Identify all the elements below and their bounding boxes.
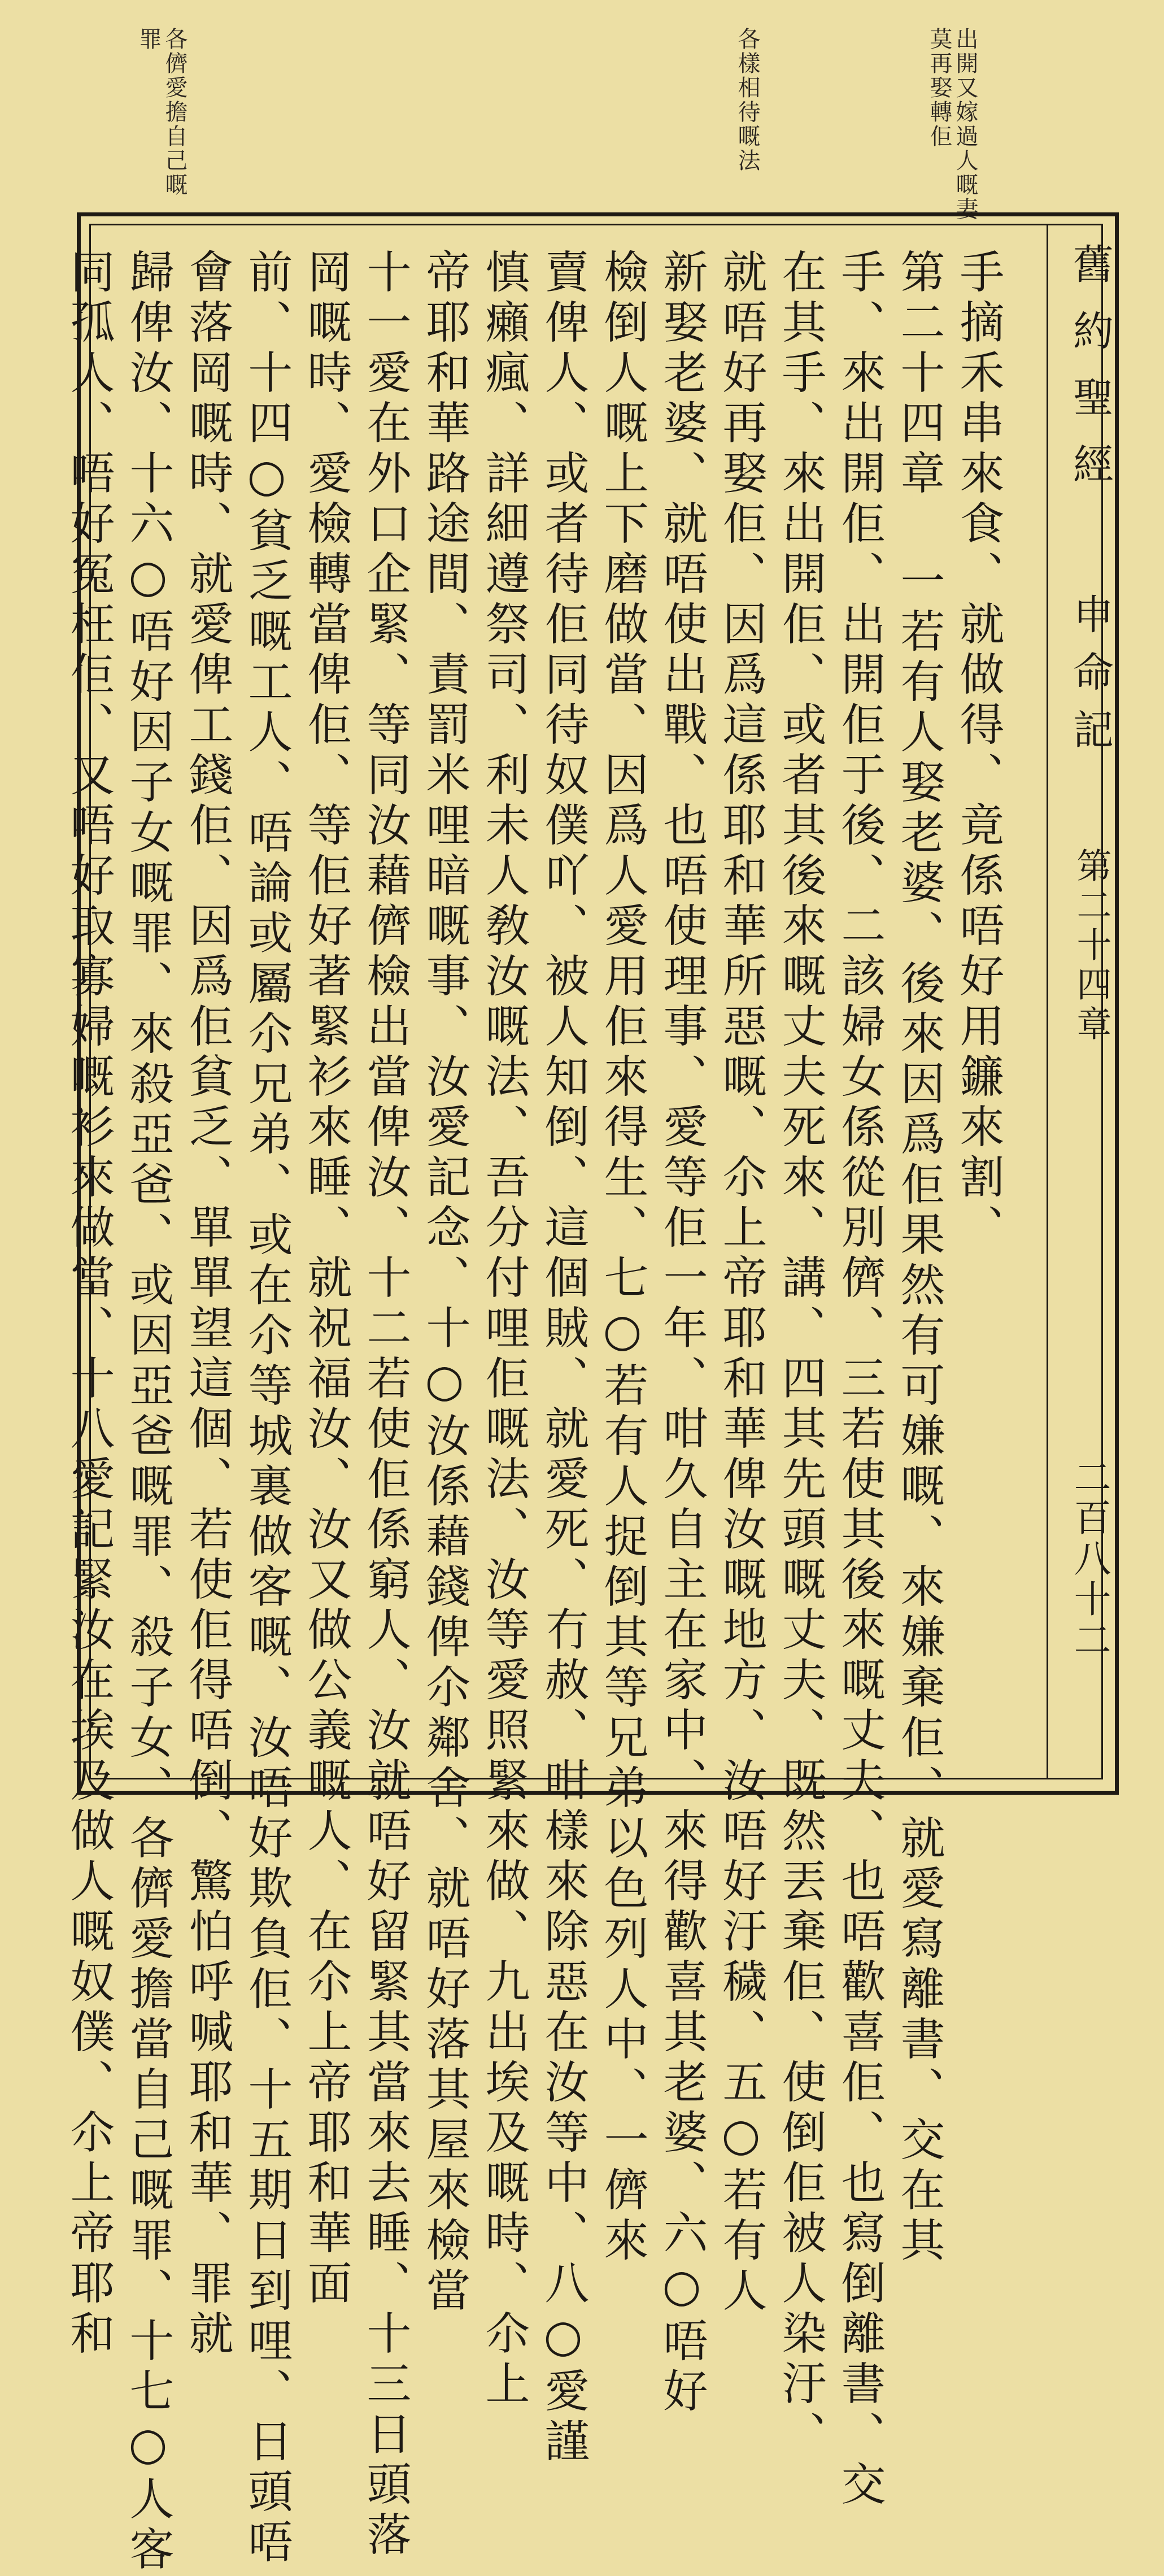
bleed-through-text-1 <box>34 27 60 50</box>
text-column: 會落岡嘅時、就愛俾工錢佢、因爲佢貧乏、單單望這個、若使佢得唔倒、驚怕呼喊耶和華、罪就 <box>181 249 233 2360</box>
text-column: 手摘禾串來食、就做得、竟係唔好用鐮來割、 <box>952 249 1004 1254</box>
margin-note-own-sin: 各儕愛擔自己嘅罪 <box>136 27 188 197</box>
running-title: 舊約聖經 <box>1066 243 1114 510</box>
text-column: 前、十四○貧乏嘅工人、唔論或屬尒兄弟、或在尒等城裏做客嘅、汝唔好欺負佢、十五期日到哩、日頭唔 <box>241 249 293 2569</box>
chapter-label: 第二十四章 <box>1071 847 1112 1045</box>
text-column: 新娶老婆、就唔使出戰、也唔使理事、愛等佢一年、咁久自主在家中、來得歡喜其老婆、六○唔好 <box>656 249 708 2418</box>
text-column: 第二十四章 一若有人娶老婆、後來因爲佢果然有可嫌嘅、來嫌棄佢、就愛寫離書、交在其 <box>893 249 945 2267</box>
header-divider-rule <box>1047 224 1048 1778</box>
page-number: 二百八十二 <box>1067 1457 1111 1661</box>
book-name: 申命記 <box>1066 593 1114 766</box>
text-column: 手、來出開佢、出開佢于後、二該婦女係從別儕、三若使其後來嘅丈夫、也唔歡喜佢、也寫倒離書、交 <box>834 249 886 2511</box>
text-column: 在其手、來出開佢、或者其後來嘅丈夫死來、講、四其先頭嘅丈夫、既然丟棄佢、使倒佢被人染汙、 <box>774 249 826 2461</box>
text-column: 同孤人、唔好冤枉佢、又唔好取寡婦嘅衫來做當、十八愛記緊汝在埃及做人嘅奴僕、尒上帝耶和 <box>63 249 115 2360</box>
margin-note-remarriage: 出開又嫁過人嘅妻莫再娶轉佢 <box>926 27 978 221</box>
text-column: 十一愛在外口企緊、等同汝藉儕檢出當俾汝、十二若使佢係窮人、汝就唔好留緊其當來去睡、十三日頭落 <box>359 249 411 2561</box>
text-column: 岡嘅時、愛檢轉當俾佢、等佢好著緊衫來睡、就祝福汝、汝又做公義嘅人、在尒上帝耶和華面 <box>300 249 352 2310</box>
text-column: 帝耶和華路途間、責罰米哩暗嘅事、汝愛記念、十○汝係藉錢俾尒鄰舍、就唔好落其屋來檢當 <box>418 249 470 2317</box>
text-column: 就唔好再娶佢、因爲這係耶和華所惡嘅、尒上帝耶和華俾汝嘅地方、汝唔好汙穢、五○若有人 <box>715 249 767 2317</box>
text-column: 慎癩瘋、詳細遵祭司、利未人敎汝嘅法、吾分付哩佢嘅法、汝等愛照緊來做、九出埃及嘅時、尒上 <box>478 249 530 2410</box>
text-column: 歸俾汝、十六○唔好因子女嘅罪、來殺亞爸、或因亞爸嘅罪、殺子女、各儕愛擔當自己嘅罪、十七○人客 <box>122 249 174 2576</box>
text-column: 檢倒人嘅上下磨做當、因爲人愛用佢來得生、七○若有人捉倒其等兄弟以色列人中、一儕來 <box>596 249 648 2267</box>
margin-note-fair-treatment: 各樣相待嘅法 <box>734 27 760 173</box>
text-column: 賣俾人、或者待佢同待奴僕吖、被人知倒、這個賊、就愛死、冇赦、咁樣來除惡在汝等中、八○愛謹 <box>537 249 589 2468</box>
